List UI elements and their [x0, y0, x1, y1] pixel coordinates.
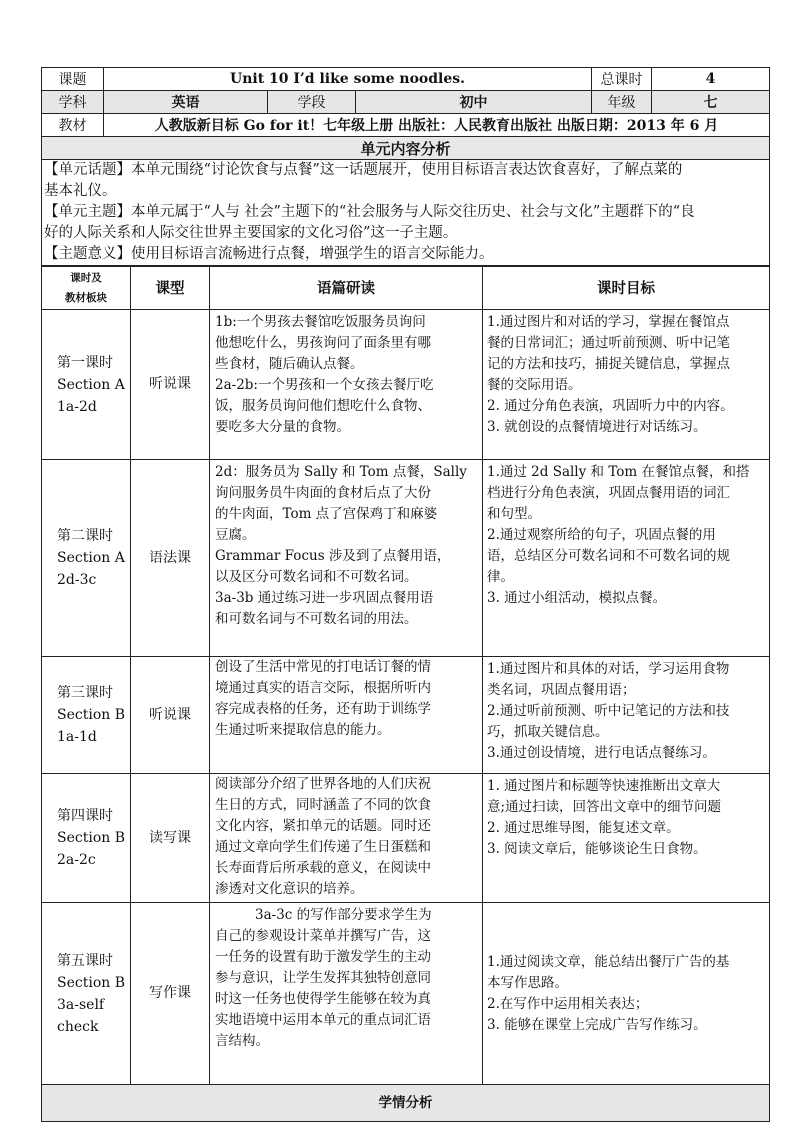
lesson-reading-line: 的牛肉面，Tom 点了宫保鸡丁和麻婆	[215, 506, 438, 522]
lesson-goal-line: 1.通过阅读文章，能总结出餐厅广告的基	[487, 953, 730, 970]
lesson-period-line: 1a-1d	[57, 729, 97, 745]
stage-label: 学段	[268, 91, 356, 114]
lesson-period-line: 3a-self	[57, 996, 105, 1013]
lesson-reading	[210, 310, 483, 460]
lesson-plan-page	[41, 67, 769, 1122]
lesson-period-line: Section A	[57, 550, 125, 566]
unit-topic-line1: 【单元话题】本单元围绕“讨论饮食与点餐”这一话题展开，使用目标语言表达饮食喜好，了解点菜的	[44, 162, 683, 178]
subject-label: 学科	[42, 91, 104, 114]
lesson-reading-line: 文化内容，紧扣单元的话题。同时还	[215, 818, 431, 834]
lesson-rows	[42, 310, 770, 1085]
lesson-period-line: 1a-2d	[57, 398, 97, 415]
lesson-goal-line: 2. 通过分角色表演，巩固听力中的内容。	[487, 398, 734, 414]
lesson-goal-line: 巧，抓取关键信息。	[487, 724, 609, 740]
lesson-goals	[483, 657, 770, 774]
course-label: 课题	[42, 68, 104, 91]
lesson-goals	[483, 774, 770, 903]
col-header-period	[42, 267, 131, 310]
unit-analysis-body	[42, 160, 770, 266]
lesson-reading-line: 些食材，随后确认点餐。	[215, 356, 364, 372]
lesson-type: 听说课	[131, 657, 210, 774]
lesson-goal-line: 3. 能够在课堂上完成广告写作练习。	[487, 1016, 707, 1033]
lesson-period-line: Section B	[57, 974, 126, 991]
lesson-row	[42, 657, 770, 774]
lesson-reading-line: 时这一任务也使得学生能够在较为真	[215, 991, 431, 1007]
lesson-period-line: 第五课时	[57, 952, 113, 969]
lesson-goal-line: 餐的交际用语。	[487, 377, 582, 393]
total-hours-value: 4	[652, 68, 770, 91]
lesson-goal-line: 3.通过创设情境，进行电话点餐练习。	[487, 745, 716, 761]
lesson-type: 读写课	[131, 774, 210, 903]
lesson-reading	[210, 657, 483, 774]
lesson-period-line: 2a-2c	[57, 852, 96, 868]
lesson-period	[42, 657, 131, 774]
lesson-row	[42, 310, 770, 460]
unit-analysis-title: 单元内容分析	[42, 137, 770, 160]
lesson-reading-line: 生日的方式，同时涵盖了不同的饮食	[215, 797, 431, 813]
lesson-goal-line: 2.在写作中运用相关表达；	[487, 995, 649, 1012]
lesson-reading-line: 通过文章向学生们传递了生日蛋糕和	[215, 839, 431, 855]
lesson-reading-line: 参与意识，让学生发挥其独特创意同	[215, 970, 431, 986]
lesson-period	[42, 774, 131, 903]
textbook-label: 教材	[42, 114, 104, 137]
lesson-goal-line: 律。	[487, 569, 514, 585]
lesson-reading-line: 境通过真实的语言交际，根据所听内	[215, 680, 431, 696]
unit-theme-line1: 【单元主题】本单元属于“人与 社会”主题下的“社会服务与人际交往历史、社会与文化”主题群下的“良	[44, 204, 695, 220]
lesson-reading-line: 阅读部分介绍了世界各地的人们庆祝	[215, 776, 431, 792]
lesson-reading-line: 一任务的设置有助于激发学生的主动	[215, 949, 431, 965]
lesson-reading-line: 询问服务员牛肉面的食材后点了大份	[215, 485, 431, 501]
lesson-period-line: 第二课时	[57, 528, 113, 544]
lesson-type: 听说课	[131, 310, 210, 460]
lesson-reading-line: 和可数名词与不可数名词的用法。	[215, 611, 418, 627]
lesson-period	[42, 460, 131, 657]
lesson-table	[41, 266, 770, 1122]
lesson-reading	[210, 774, 483, 903]
course-title: Unit 10 I’d like some noodles.	[104, 68, 592, 91]
lesson-reading-line: Grammar Focus 涉及到了点餐用语，	[215, 548, 451, 564]
lesson-goal-line: 本写作思路。	[487, 974, 568, 991]
lesson-reading-line: 要吃多大分量的食物。	[215, 419, 350, 435]
lesson-reading-line: 实地语境中运用本单元的重点词汇语	[215, 1012, 431, 1028]
lesson-goal-line: 2.通过听前预测、听中记笔记的方法和技	[487, 703, 730, 719]
lesson-period-line: 第四课时	[57, 808, 113, 824]
lesson-goal-line: 2.通过观察所给的句子，巩固点餐的用	[487, 527, 716, 543]
lesson-reading-line: 创设了生活中常见的打电话订餐的情	[215, 659, 431, 675]
lesson-goal-line: 1.通过图片和对话的学习，掌握在餐馆点	[487, 314, 730, 330]
lesson-reading-line: 言结构。	[215, 1033, 269, 1049]
lesson-goals	[483, 460, 770, 657]
lesson-goal-line: 3. 阅读文章后，能够谈论生日食物。	[487, 841, 707, 857]
grade-value: 七	[652, 91, 770, 114]
lesson-reading-line: 1b:一个男孩去餐馆吃饭服务员询问	[215, 314, 426, 330]
lesson-reading-line: 2d：服务员为 Sally 和 Tom 点餐，Sally	[215, 464, 467, 480]
lesson-goal-line: 1.通过图片和具体的对话，学习运用食物	[487, 661, 730, 677]
lesson-period-line: Section B	[57, 707, 126, 723]
lesson-goal-line: 记的方法和技巧，捕捉关键信息，掌握点	[487, 356, 730, 372]
textbook-value: 人教版新目标 Go for it！七年级上册 出版社：人民教育出版社 出版日期：2013 年 6 月	[104, 114, 770, 137]
unit-theme-line2: 好的人际关系和人际交往世界主要国家的文化习俗”这一子主题。	[44, 225, 458, 241]
lesson-reading-line: 2a-2b:一个男孩和一个女孩去餐厅吃	[215, 377, 434, 393]
col-header-type: 课型	[131, 267, 210, 310]
lesson-period-line: 第一课时	[57, 354, 113, 371]
lesson-period-line: Section B	[57, 830, 126, 846]
col-header-reading: 语篇研读	[210, 267, 483, 310]
col-header-period-line1: 课时及	[70, 272, 102, 284]
lesson-goal-line: 3. 通过小组活动，模拟点餐。	[487, 590, 667, 606]
lesson-goals	[483, 310, 770, 460]
lesson-goal-line: 3. 就创设的点餐情境进行对话练习。	[487, 419, 707, 435]
lesson-goal-line: 类名词，巩固点餐用语；	[487, 682, 636, 698]
lesson-reading-line: 渗透对文化意识的培养。	[215, 881, 364, 897]
lesson-period-line: check	[57, 1018, 99, 1035]
lesson-goal-line: 语，总结区分可数名词和不可数名词的规	[487, 548, 730, 564]
lesson-row	[42, 460, 770, 657]
lesson-type: 写作课	[131, 903, 210, 1085]
lesson-goal-line: 餐的日常词汇；通过听前预测、听中记笔	[487, 335, 730, 351]
lesson-reading-line: 饭，服务员询问他们想吃什么食物、	[215, 398, 431, 414]
subject-value: 英语	[104, 91, 268, 114]
col-header-goals: 课时目标	[483, 267, 770, 310]
lesson-goal-line: 1.通过 2d Sally 和 Tom 在餐馆点餐，和搭	[487, 464, 750, 480]
lesson-reading-line: 长寿面背后所承载的意义，在阅读中	[215, 860, 431, 876]
lesson-reading-line: 3a-3b 通过练习进一步巩固点餐用语	[215, 590, 434, 606]
lesson-reading-line: 生通过听来提取信息的能力。	[215, 722, 391, 738]
lesson-reading-line: 容完成表格的任务，还有助于训练学	[215, 701, 431, 717]
lesson-goal-line: 1. 通过图片和标题等快速推断出文章大	[487, 778, 721, 794]
lesson-period-line: Section A	[57, 376, 125, 393]
total-hours-label: 总课时	[592, 68, 652, 91]
lesson-row	[42, 903, 770, 1085]
lesson-reading-line: 豆腐。	[215, 527, 256, 543]
lesson-period	[42, 310, 131, 460]
lesson-period-line: 2d-3c	[57, 572, 97, 588]
lesson-type: 语法课	[131, 460, 210, 657]
lesson-goals	[483, 903, 770, 1085]
unit-topic-line2: 基本礼仪。	[44, 183, 117, 199]
lesson-goal-line: 档进行分角色表演，巩固点餐用语的词汇	[487, 485, 730, 501]
lesson-row	[42, 774, 770, 903]
unit-meaning: 【主题意义】使用目标语言流畅进行点餐，增强学生的语言交际能力。	[44, 246, 494, 262]
lesson-goal-line: 2. 通过思维导图，能复述文章。	[487, 820, 680, 836]
lesson-period-line: 第三课时	[57, 685, 113, 701]
lesson-goal-line: 和句型。	[487, 506, 541, 522]
lesson-period	[42, 903, 131, 1085]
lesson-goal-line: 意;通过扫读，回答出文章中的细节问题	[487, 799, 722, 815]
lesson-reading	[210, 903, 483, 1085]
lesson-reading-line: 以及区分可数名词和不可数名词。	[215, 569, 418, 585]
lesson-reading	[210, 460, 483, 657]
lesson-reading-line: 他想吃什么，男孩询问了面条里有哪	[215, 335, 431, 351]
col-header-period-line2: 教材板块	[65, 292, 107, 304]
lesson-reading-line: 3a-3c 的写作部分要求学生为	[255, 907, 432, 923]
grade-label: 年级	[592, 91, 652, 114]
header-table	[41, 67, 770, 266]
student-analysis-title: 学情分析	[42, 1085, 770, 1122]
stage-value: 初中	[356, 91, 592, 114]
lesson-reading-line: 自己的参观设计菜单并撰写广告，这	[215, 928, 431, 944]
